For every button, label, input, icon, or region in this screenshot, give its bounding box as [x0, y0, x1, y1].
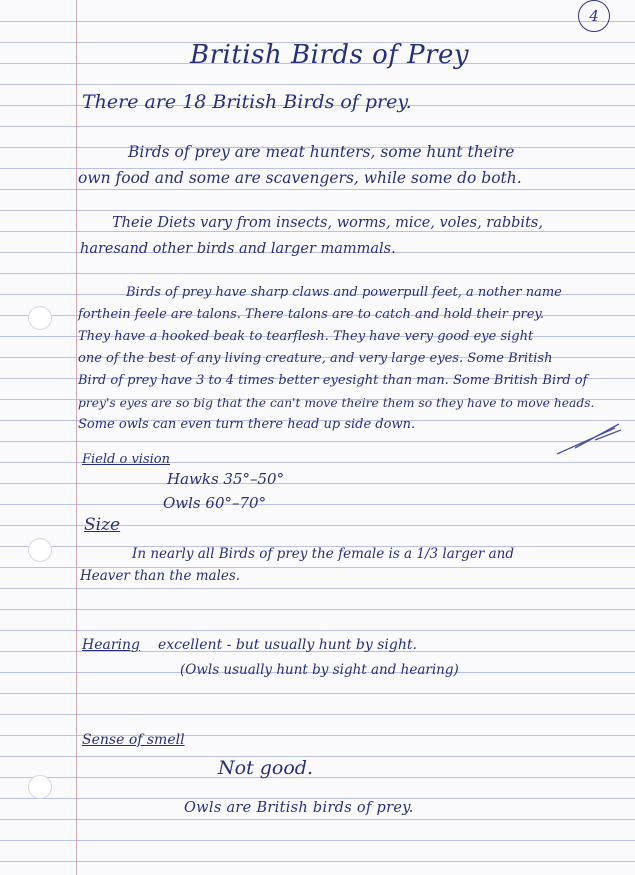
- paragraph-line: forthein feele are talons. There talons are to catch and hold their prey.: [78, 307, 545, 322]
- paragraph-line: one of the best of any living creature, and very large eyes. Some British: [78, 351, 553, 366]
- closing-sentence: Owls are British birds of prey.: [184, 800, 414, 816]
- paragraph-line: prey's eyes are so big that the can't move theire them so they have to move heads.: [78, 396, 595, 410]
- paragraph-diet-hunting: [78, 139, 522, 191]
- hearing-text: excellent - but usually hunt by sight.: [158, 637, 417, 653]
- punch-hole-top: [28, 306, 52, 330]
- paragraph-line: Bird of prey have 3 to 4 times better eyesight than man. Some British Bird of: [78, 373, 588, 388]
- page-title: British Birds of Prey: [190, 40, 470, 70]
- paragraph-line: Some owls can even turn there head up side down.: [78, 417, 416, 432]
- paragraph-line: haresand other birds and larger mammals.: [80, 241, 396, 257]
- paragraph-line: own food and some are scavengers, while some do both.: [78, 169, 522, 187]
- smell-heading: Sense of smell: [82, 732, 185, 748]
- punch-hole-bottom: [28, 775, 52, 799]
- hearing-heading: Hearing: [82, 637, 140, 653]
- smell-text: Not good.: [218, 757, 313, 779]
- pen-scribble-mark: [555, 418, 623, 458]
- paragraph-features: [78, 282, 594, 436]
- owls-vision-value: Owls 60°–70°: [163, 494, 267, 512]
- paragraph-line: Theie Diets vary from insects, worms, mice, voles, rabbits,: [112, 215, 543, 231]
- hearing-note: (Owls usually hunt by sight and hearing): [180, 662, 459, 678]
- paragraph-line: Birds of prey have sharp claws and powerpull feet, a nother name: [126, 285, 562, 300]
- size-line: In nearly all Birds of prey the female is a 1/3 larger and: [132, 546, 514, 562]
- field-of-vision-heading: Field o vision: [82, 452, 170, 467]
- page-number: 4: [578, 0, 610, 32]
- size-heading: Size: [84, 515, 121, 535]
- size-line: Heaver than the males.: [80, 568, 241, 584]
- margin-line: [76, 0, 77, 875]
- paragraph-diets: [80, 210, 543, 262]
- size-text: [80, 543, 514, 587]
- intro-sentence: There are 18 British Birds of prey.: [82, 91, 412, 113]
- paragraph-line: They have a hooked beak to tearflesh. They have very good eye sight: [78, 329, 534, 344]
- punch-hole-middle: [28, 538, 52, 562]
- hawks-vision-value: Hawks 35°–50°: [167, 470, 285, 488]
- paragraph-line: Birds of prey are meat hunters, some hunt theire: [128, 143, 515, 161]
